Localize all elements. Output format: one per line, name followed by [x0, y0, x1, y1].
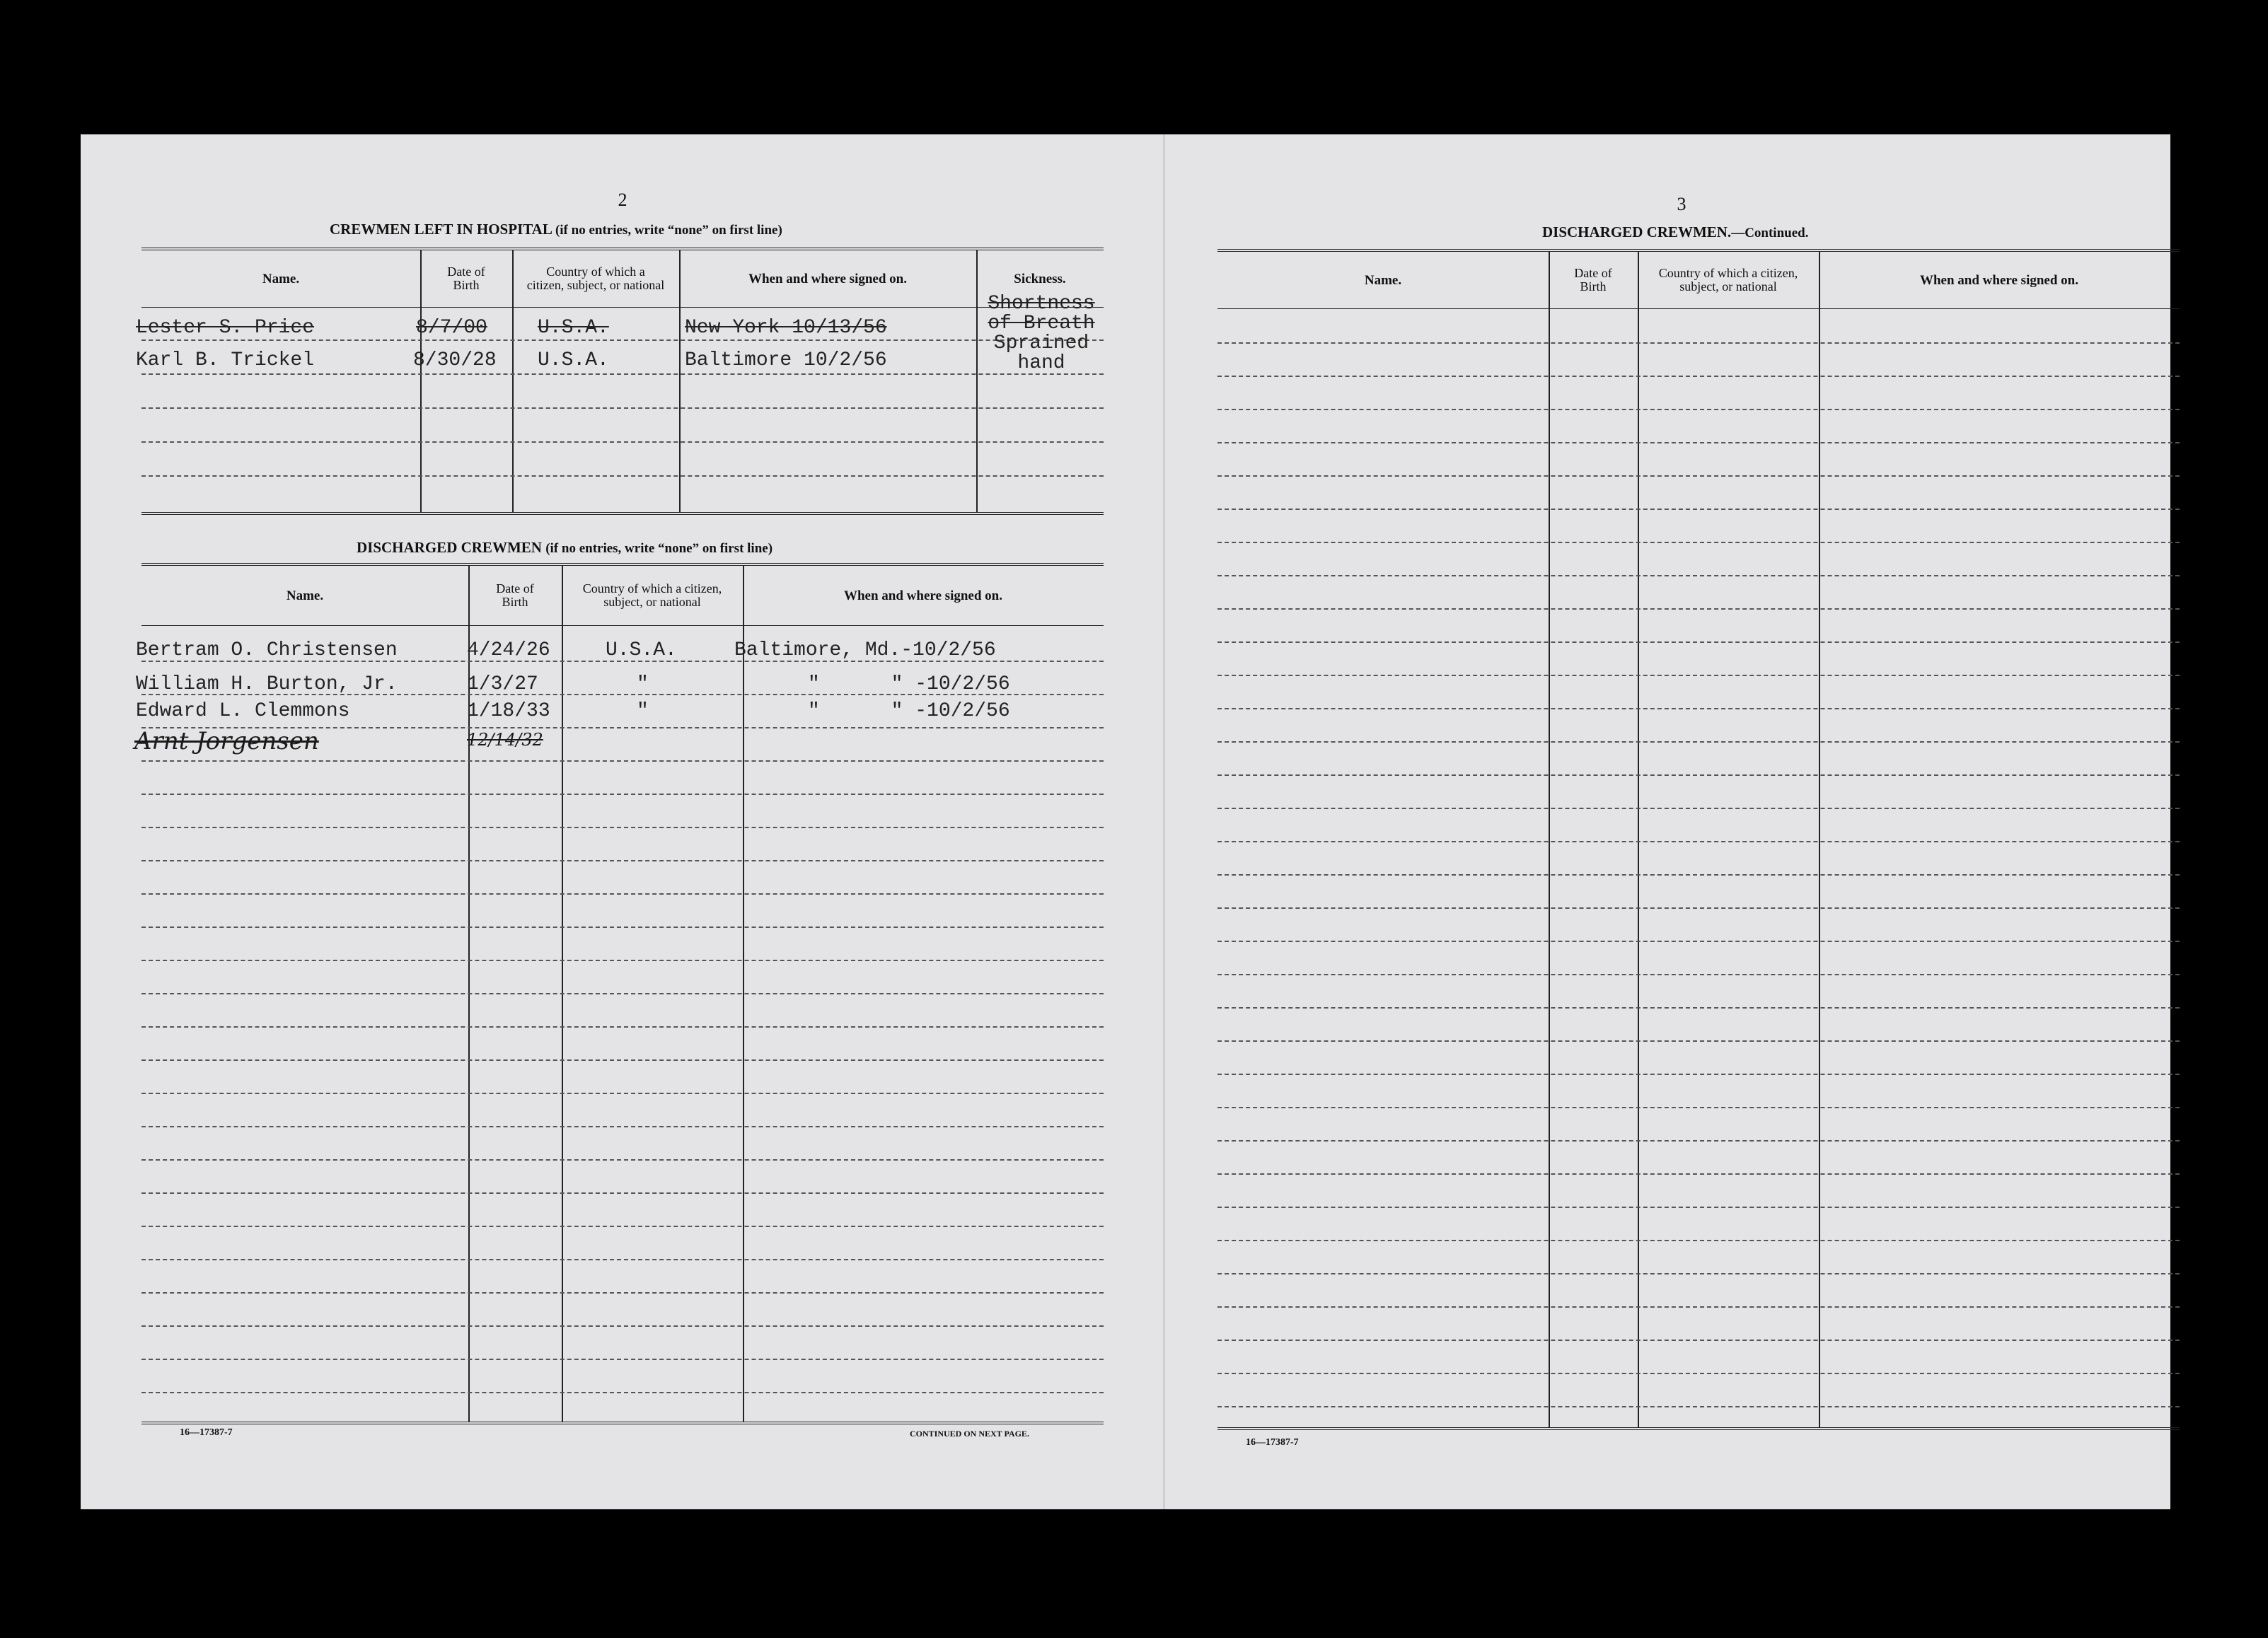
discharged-row-signed: " " -10/2/56	[808, 673, 1010, 695]
hospital-row-signed: Baltimore 10/2/56	[685, 349, 887, 371]
ruled-line	[1217, 974, 2180, 975]
hospital-header-row	[141, 250, 1104, 308]
discharged-row-name: Edward L. Clemmons	[136, 700, 350, 722]
header-dob: Date of Birth	[1574, 266, 1612, 294]
discharged-note: (if no entries, write “none” on first line)	[545, 541, 773, 556]
ruled-line	[141, 860, 1104, 861]
discharged-heading	[357, 539, 773, 557]
ruled-line	[141, 827, 1104, 828]
ruled-line	[141, 1226, 1104, 1227]
discharged-row-dob: 1/18/33	[467, 700, 550, 722]
discharged-row-name: Bertram O. Christensen	[136, 639, 398, 661]
discharged-row-signed: Baltimore, Md.-10/2/56	[734, 639, 996, 661]
header-name: Name.	[262, 271, 300, 286]
left-page	[81, 134, 1163, 1509]
discharged-row-signed: " " -10/2/56	[808, 700, 1010, 722]
right-heading	[1542, 223, 1808, 241]
ruled-line	[1217, 1040, 2180, 1042]
col-divider	[1638, 252, 1639, 1427]
col-divider	[1819, 252, 1820, 1427]
ruled-line	[1217, 1107, 2180, 1108]
col-divider	[420, 250, 422, 512]
header-signed: When and where signed on.	[1919, 272, 2078, 288]
ruled-line	[1217, 542, 2180, 543]
ruled-line	[1217, 1007, 2180, 1009]
ruled-line	[141, 794, 1104, 795]
hospital-note: (if no entries, write “none” on first line)	[555, 223, 782, 238]
ruled-line	[1217, 708, 2180, 709]
ruled-line	[141, 993, 1104, 994]
header-dob: Date of Birth	[447, 265, 485, 292]
ruled-line	[141, 893, 1104, 895]
ruled-line	[141, 960, 1104, 961]
ruled-line	[141, 1159, 1104, 1161]
discharged-row-country: "	[637, 673, 649, 695]
header-name: Name.	[1364, 272, 1402, 288]
ruled-line	[1217, 841, 2180, 842]
discharged-row-dob: 1/3/27	[467, 673, 538, 695]
hospital-row-country: U.S.A.	[538, 349, 609, 371]
discharged-row-country: U.S.A.	[606, 639, 677, 661]
ruled-line	[1217, 641, 2180, 643]
form-number: 16—17387-7	[180, 1427, 233, 1438]
hospital-row-sickness: Shortness of Breath	[988, 293, 1095, 335]
ruled-line	[1217, 1140, 2180, 1142]
ruled-line	[141, 1259, 1104, 1260]
col-divider	[1549, 252, 1550, 1427]
right-title: DISCHARGED CREWMEN.	[1542, 223, 1732, 240]
discharged-row-dob: 4/24/26	[467, 639, 550, 661]
ruled-line	[141, 1292, 1104, 1294]
ruled-line	[141, 1093, 1104, 1094]
col-divider	[976, 250, 978, 512]
ruled-line	[1217, 1340, 2180, 1341]
ruled-line	[1217, 874, 2180, 876]
discharged-row-name-handwritten: Arnt Jorgensen	[134, 727, 319, 755]
header-country: Country of which a citizen, subject, or national	[582, 581, 722, 609]
ruled-line	[1217, 1173, 2180, 1175]
discharged-row-name: William H. Burton, Jr.	[136, 673, 398, 695]
ruled-line	[141, 1059, 1104, 1061]
ruled-line	[1217, 941, 2180, 942]
right-page	[1165, 134, 2170, 1509]
ruled-line	[141, 475, 1104, 477]
hospital-heading	[330, 221, 782, 238]
ruled-line	[141, 441, 1104, 443]
hospital-row-name: Karl B. Trickel	[136, 349, 315, 371]
page-number: 2	[618, 190, 627, 210]
page-number: 3	[1677, 194, 1686, 214]
ruled-line	[141, 339, 1104, 341]
hospital-row-dob: 8/7/00	[416, 317, 487, 339]
col-divider	[512, 250, 514, 512]
ruled-line	[1217, 442, 2180, 443]
ruled-line	[1217, 1273, 2180, 1274]
discharged-row-country: "	[637, 700, 649, 722]
ruled-line	[1217, 808, 2180, 809]
right-title-suffix: —Continued.	[1731, 226, 1809, 240]
discharged-title: DISCHARGED CREWMEN	[357, 539, 542, 556]
hospital-row-signed: New York 10/13/56	[685, 317, 887, 339]
header-country: Country of which a citizen, subject, or national	[1658, 266, 1798, 294]
hospital-title: CREWMEN LEFT IN HOSPITAL	[330, 221, 552, 238]
ruled-line	[1217, 1306, 2180, 1308]
discharged-row-dob-handwritten: 12/14/32	[467, 730, 543, 750]
ruled-line	[1217, 1373, 2180, 1374]
hospital-row-sickness: Sprained hand	[993, 332, 1089, 374]
col-divider	[679, 250, 681, 512]
header-signed: When and where signed on.	[843, 588, 1002, 603]
ruled-line	[1217, 608, 2180, 610]
ruled-line	[1217, 1240, 2180, 1241]
ruled-line	[141, 1192, 1104, 1194]
header-country: Country of which a citizen, subject, or national	[526, 265, 665, 292]
ruled-line	[1217, 1074, 2180, 1075]
hospital-row-country: U.S.A.	[538, 317, 609, 339]
right-header-row	[1217, 252, 2180, 309]
ruled-line	[1217, 342, 2180, 344]
ruled-line	[141, 1359, 1104, 1360]
ruled-line	[1217, 376, 2180, 377]
ruled-line	[141, 1325, 1104, 1327]
ruled-line	[141, 1126, 1104, 1127]
ruled-line	[1217, 409, 2180, 410]
hospital-row-dob: 8/30/28	[413, 349, 497, 371]
header-signed: When and where signed on.	[748, 271, 907, 286]
ruled-line	[141, 1026, 1104, 1028]
header-name: Name.	[286, 588, 324, 603]
hospital-table	[136, 248, 1104, 515]
ruled-line	[1217, 575, 2180, 576]
ruled-line	[1217, 741, 2180, 743]
ruled-line	[1217, 774, 2180, 776]
ruled-line	[1217, 1207, 2180, 1208]
ruled-line	[1217, 509, 2180, 510]
ruled-line	[141, 927, 1104, 928]
ruled-line	[141, 760, 1104, 762]
ruled-line	[141, 373, 1104, 375]
ruled-line	[1217, 907, 2180, 909]
header-sickness: Sickness.	[1014, 271, 1066, 286]
form-number: 16—17387-7	[1246, 1437, 1299, 1448]
ruled-line	[141, 1392, 1104, 1393]
discharged-table	[134, 563, 1104, 1424]
header-dob: Date of Birth	[496, 581, 534, 609]
ruled-line	[1217, 675, 2180, 676]
ruled-line	[1217, 475, 2180, 477]
right-discharged-table	[1217, 249, 2180, 1430]
hospital-row-name: Lester S. Price	[136, 317, 315, 339]
ruled-line	[1217, 1406, 2180, 1407]
discharged-header-row	[141, 566, 1104, 626]
continued-note: CONTINUED ON NEXT PAGE.	[910, 1429, 1029, 1439]
document-sheet	[81, 134, 2170, 1509]
ruled-line	[141, 407, 1104, 409]
